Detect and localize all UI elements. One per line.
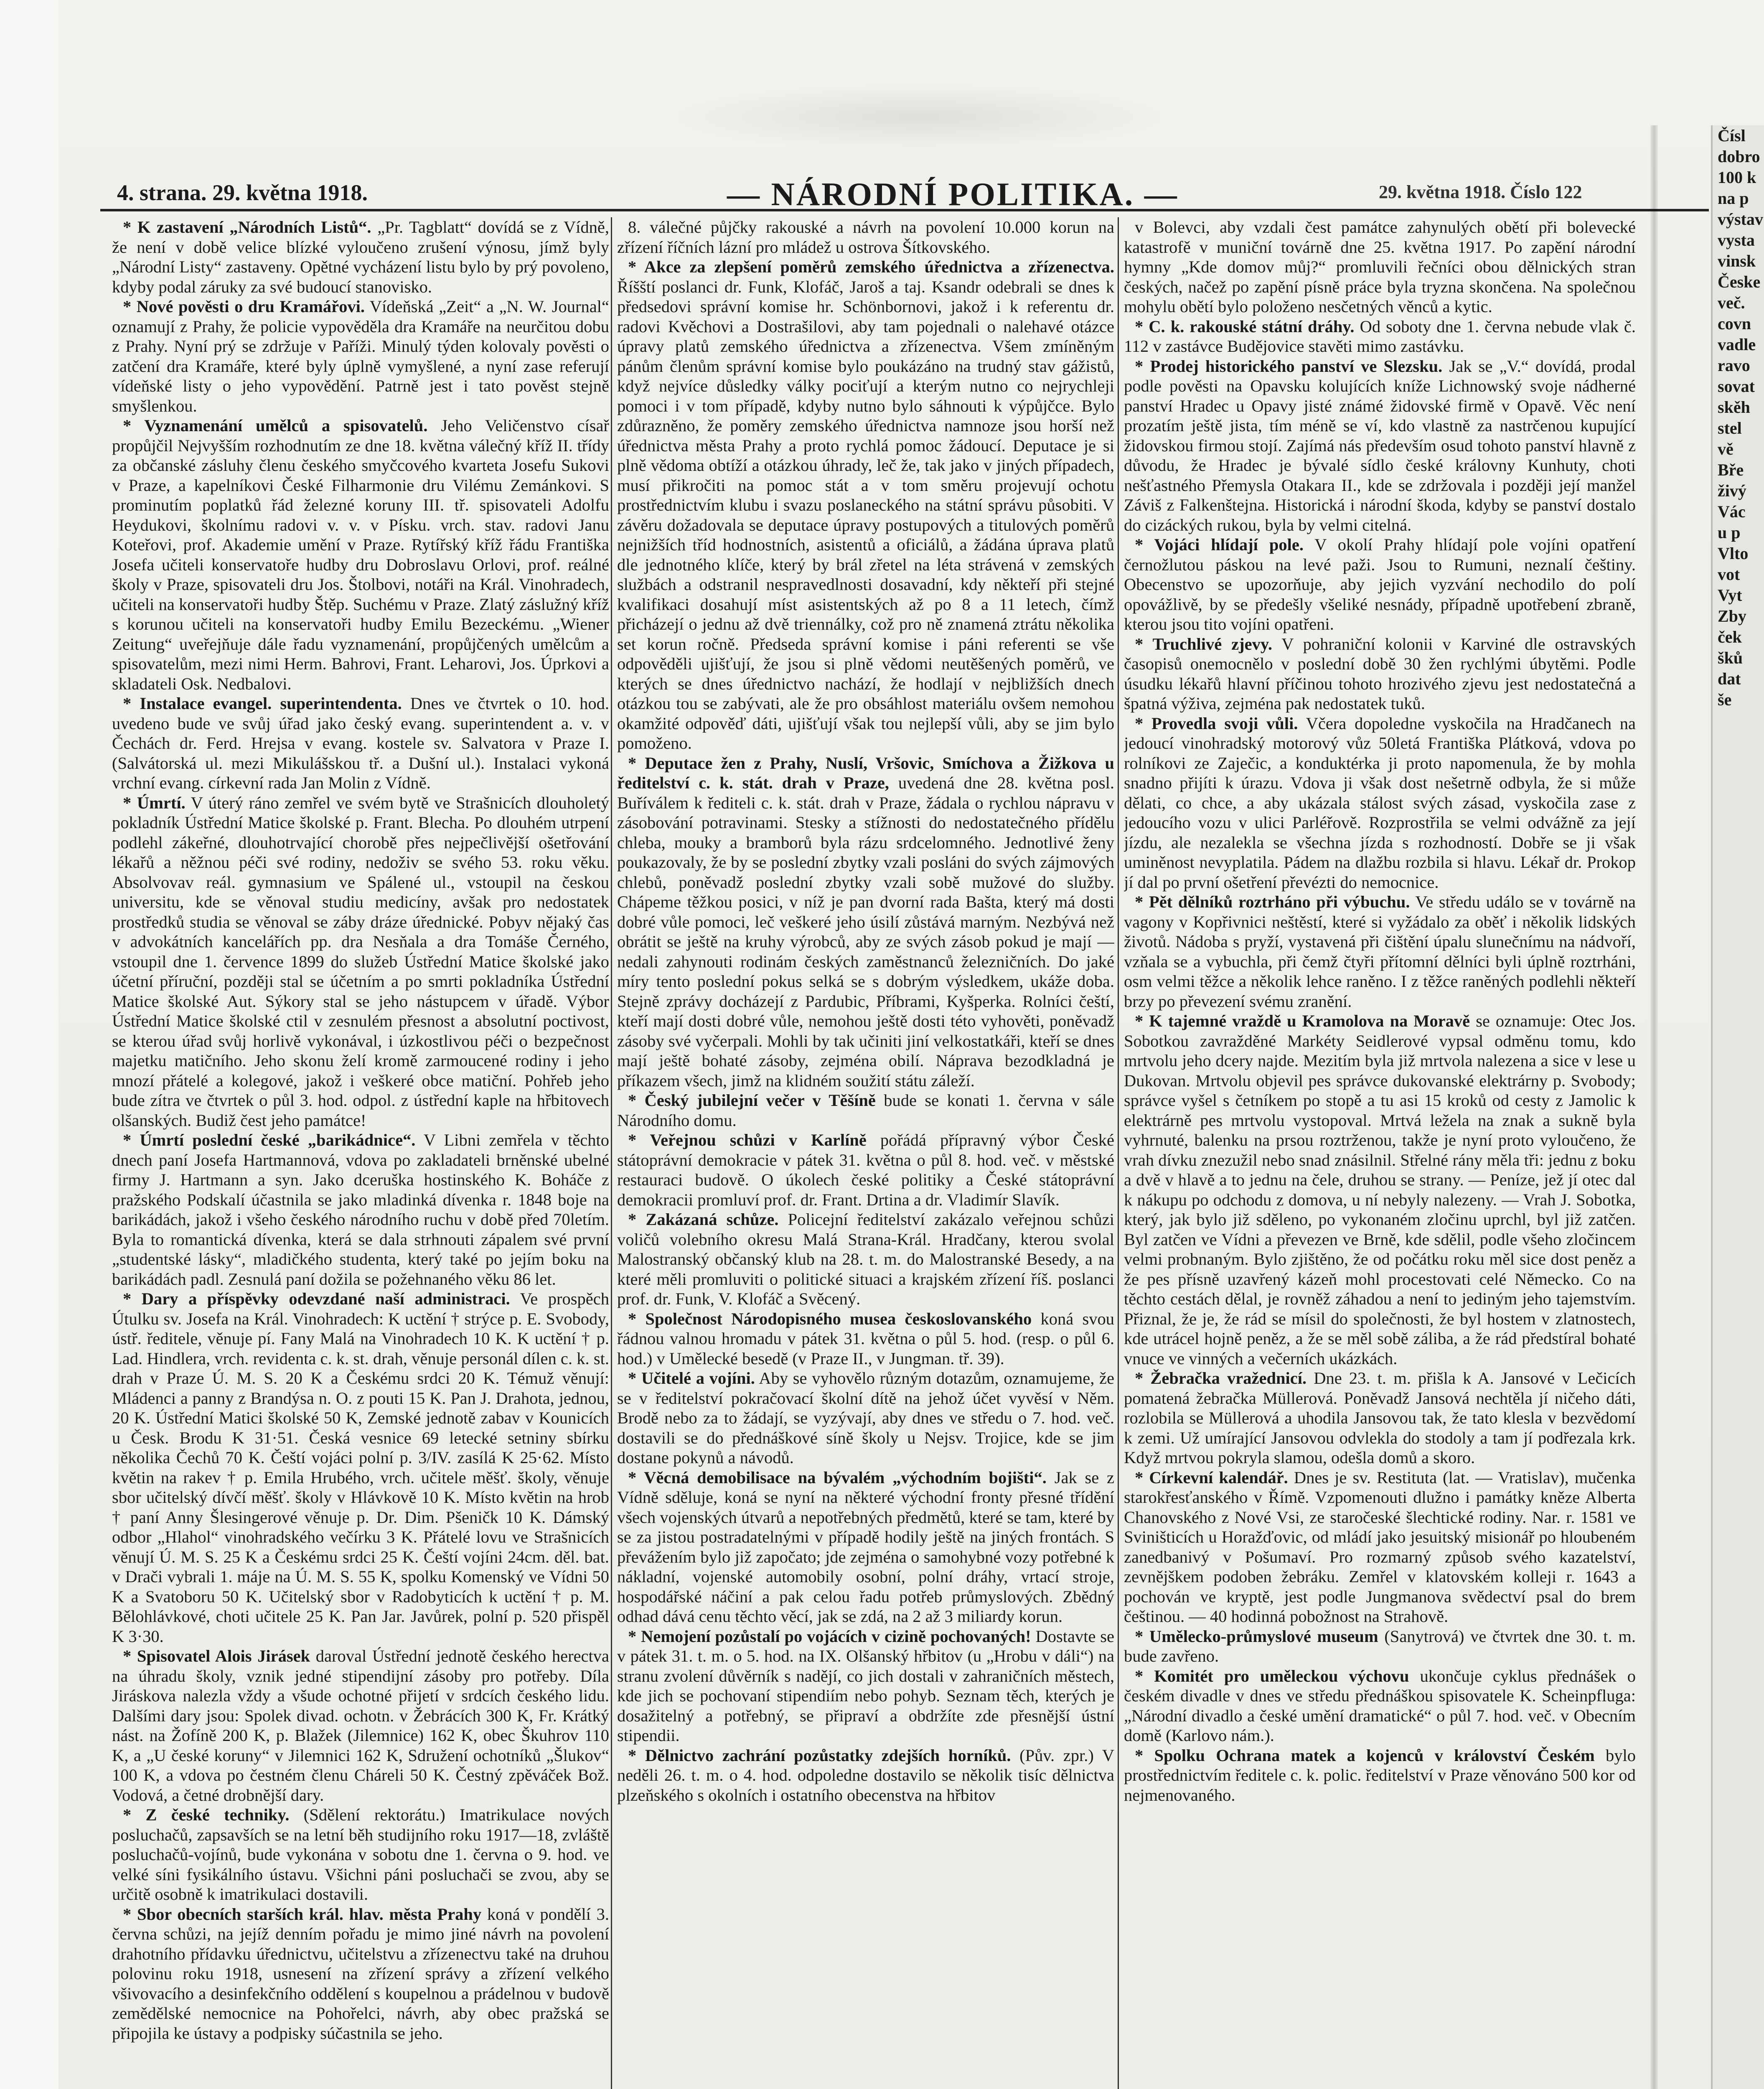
- article-headline: * Spolku Ochrana matek a kojenců v království Českém: [1135, 1746, 1595, 1765]
- adjacent-page-fragment: šků: [1718, 648, 1743, 667]
- article-text: koná svou řádnou valnou hromadu v pátek 31. května o půl 5. hod. (resp. o půl 6. hod.) v Umělecké besedě (v Praze II., v Jungman. tř. 39).: [617, 1309, 1114, 1368]
- article-text: bylo prostřednictvím ředitele c. k. polic. ředitelství v Praze věnováno 500 kor od nejmenovaného.: [1124, 1746, 1636, 1804]
- article-paragraph: [112, 1646, 609, 1805]
- article-text: Policejní ředitelství zakázalo veřejnou schůzi voličů volebního okresu Malá Strana-Král. Hradčany, kterou svolal Malostranský občanský klub na 28. t. m. do Malostranské Besedy, a na které měli promluviti o politické situaci a krajském zřízení říš. poslanci prof. dr. Funk, V. Klofáč a Svěcený.: [617, 1210, 1114, 1308]
- article-column-2: [617, 217, 1114, 2089]
- adjacent-page-fragment: ček: [1718, 628, 1742, 646]
- article-text: Dne 23. t. m. přišla k A. Jansové v Lečicích pomatená žebračka Müllerová. Poněvadž Jansová nechtěla jí ničeho dáti, rozlobila se Müllerová a uhodila Jansovou tak, že tato klesla v bezvědomí k zemi. Už umírající Jansovou odvlekla do stodoly a tam jí podřezala krk. Když mrtvou pokryla slamou, odešla domů a skoro.: [1124, 1369, 1636, 1467]
- article-text: bude se konati 1. června v sále Národního domu.: [617, 1091, 1114, 1130]
- article-paragraph: [1124, 892, 1636, 1011]
- article-paragraph: [112, 793, 609, 1131]
- adjacent-page-fragment: sovat: [1718, 377, 1755, 396]
- article-paragraph: [1124, 1011, 1636, 1368]
- article-paragraph: [112, 1904, 609, 2043]
- article-headline: * Komitét pro uměleckou výchovu: [1135, 1666, 1409, 1685]
- article-headline: * Vyznamenání umělců a spisovatelů.: [123, 416, 428, 435]
- article-headline: * Umělecko-průmyslové museum: [1135, 1626, 1378, 1646]
- article-paragraph: [617, 1309, 1114, 1369]
- adjacent-page-fragment: vysta: [1718, 231, 1755, 249]
- adjacent-page-fragment: skěh: [1718, 398, 1750, 417]
- article-headline: * Nové pověsti o dru Kramářovi.: [123, 297, 365, 316]
- adjacent-page-fragment: Vác: [1718, 502, 1746, 521]
- adjacent-page-fragment: dat: [1718, 669, 1741, 688]
- article-headline: * Vojáci hlídají pole.: [1135, 535, 1304, 554]
- article-text: Jeho Veličenstvo císař propůjčil Nejvyšším rozhodnutím ze dne 18. května válečný kříž II. třídy za občanské zásluhy členu českého smyčcového kvarteta Josefu Sukovi v Praze, a kapelníkovi České Filharmonie dru Vilému Zemánkovi. S prominutím poplatků řád železné koruny III. tř. spisovateli Adolfu Heydukovi, školnímu radovi v. v. v Písku. vrch. stav. radovi Janu Koteřovi, prof. Akademie umění v Praze. Rytířský kříž řádu Františka Josefa učiteli konservatoře hudby dru Dobroslavu Orlovi, prof. reálné školy v Praze, spisovateli dru Jos. Štolbovi, notáři na Král. Vinohradech, učiteli na konservatoři hudby Štěp. Suchému v Praze. Zlatý záslužný kříž s korunou učiteli na konservatoři hudby Emilu Bezeckému. „Wiener Zeitung“ uveřejňuje dále řadu vyznamenání, propůjčených umělcům a spisovatelům, mezi nimi Herm. Bahrovi, Frant. Leharovi, Jos. Úprkovi a skladateli Osk. Nedbalovi.: [112, 416, 609, 693]
- article-paragraph: [1124, 317, 1636, 356]
- article-text: se oznamuje: Otec Jos. Sobotkou zavražděné Markéty Seidlerové vypsal odměnu tomu, kdo mrtvolu jeho dcery najde. Mezitím byla již mrtvola nalezena a sice v lese u Dukovan. Mrtvolu objevil pes správce dukovanské elektrárny p. Svobody; správce vyšel s četníkem po stopě a tu asi 15 kroků od cesty z Jamolic k elektrárně pes mrtvolu vystopoval. Mrtvá ležela na znak a sukně byla vyhrnuté, balenku na prsou roztrženou, takže je nyní proto vyloučeno, že vrah dívku znezužil nebo snad znásilnil. Střelné rány měla tři: jednu z boku a dvě v hlavě a to jednu na čele, druhou se strany. — Peníze, jež jí otec dal k nákupu po odchodu z domova, u ní nebyly nalezeny. — Vrah J. Sobotka, který, jak bylo již sděleno, po vykonaném zločinu uprchl, byl již zatčen. Byl zatčen ve Vídni a převezen ve Brně, kde sdělil, podle všeho zločincem velmi probnaným. Bylo zjištěno, že od počátku roku měl sice dost peněz a že pes přísně uzavřený kázeň mohl procestovati celé Německo. Co na těchto cestách dělal, je rovněž záhadou a není to jediným jeho tajemstvím. Přiznal, že je, že rád se mísil do společnosti, že byl hostem v zlatnostech, kde utrácel hojně peněz, a že se měl sobě záliba, a že rád předstíral bohaté vnuce ve vinných a večerních ukázkách.: [1124, 1011, 1636, 1368]
- adjacent-page-fragment: vinsk: [1718, 252, 1756, 270]
- article-text: v Bolevci, aby vzdali čest památce zahynulých obětí při bolevecké katastrofě v muniční továrně dne 25. května 1917. Po zapění národní hymny „Kde domov můj?“ promluvili řečníci obou dělnických stran českých, načež po zapění písně práce byla tryzna skončena. Na společnou mohylu obětí bylo položeno nesčetných věnců a kytic.: [1124, 218, 1636, 316]
- article-text: „Pr. Tagblatt“ dovídá se z Vídně, že není v době velice blízké vyloučeno zrušení výnosu, jímž byly „Národní Listy“ zastaveny. Opětné vycházení listu bylo by prý povoleno, kdyby podal záruky za své budoucí stanovisko.: [112, 218, 609, 296]
- article-text: pořádá přípravný výbor České státoprávní demokracie v pátek 31. května o půl 8. hod. več. v městské restauraci budově. O úkolech české politiky a České státoprávní demokracii promluví prof. dr. Frant. Drtina a dr. Vladimír Slavík.: [617, 1131, 1114, 1209]
- adjacent-page-fragment: Vlto: [1718, 544, 1749, 563]
- article-paragraph: [617, 1090, 1114, 1130]
- article-headline: * Provedla svoji vůli.: [1135, 714, 1298, 733]
- page-fold: [1650, 125, 1658, 2089]
- article-paragraph: [617, 1130, 1114, 1210]
- column-rule: [611, 217, 612, 2089]
- article-paragraph: [617, 753, 1114, 1091]
- header-next-page: 29. května 1918. Číslo 122: [1379, 182, 1582, 202]
- article-headline: * Veřejnou schůzi v Karlíně: [628, 1131, 867, 1149]
- article-headline: * Český jubilejní večer v Těšíně: [628, 1091, 876, 1110]
- article-paragraph: [1124, 1666, 1636, 1746]
- article-headline: * Společnost Národopisného musea českoslovanského: [628, 1309, 1032, 1328]
- article-headline: * Věcná demobilisace na bývalém „východním bojišti“.: [628, 1468, 1047, 1487]
- adjacent-page-fragment: še: [1718, 690, 1732, 709]
- article-headline: * Nemojení pozůstalí po vojácích v cizině pochovaných!: [628, 1626, 1031, 1646]
- article-headline: * K tajemné vraždě u Kramolova na Moravě: [1135, 1011, 1470, 1030]
- article-headline: * Dary a příspěvky odevzdané naší administraci.: [123, 1289, 510, 1308]
- article-headline: * Spisovatel Alois Jirásek: [123, 1647, 310, 1665]
- article-paragraph: [1124, 1746, 1636, 1805]
- article-text: Vídeňská „Zeit“ a „N. W. Journal“ oznamují z Prahy, že policie vypověděla dra Kramáře na neurčitou dobu z Prahy. Nyní prý se zdržuje v Paříži. Minulý týden kolovaly pověsti o zatčení dra Kramáře, které byly úplně vymyšlené, a nyní zase referují vídeňské listy o jeho vypovědění. Patrně jest i tato pověst stejně smyšlenkou.: [112, 297, 609, 415]
- article-paragraph: [617, 1468, 1114, 1626]
- article-paragraph: [112, 416, 609, 694]
- article-text: (Sanytrová) ve čtvrtek dne 30. t. m. bude zavřeno.: [1124, 1626, 1636, 1665]
- article-headline: * Úmrtí.: [123, 793, 186, 812]
- page-header: [100, 175, 1709, 211]
- article-paragraph: [112, 1805, 609, 1904]
- article-text: daroval Ústřední jednotě českého herectva na úhradu školy, vznik jedné stipendijní zásoby pro potřeby. Díla Jiráskova nalezla vždy a všude ochotné přijetí v srdcích českého lidu. Dalšími dary jsou: Spolek divad. ochotn. v Žebrácích 300 K, Fr. Krátký nást. na Žofíně 200 K, p. Blažek (Jilemnice) 162 K, obec Škuhrov 110 K, a „U české koruny“ v Jilemnici 162 K, Sdružení ochotníků „Šlukov“ 100 K, a vdova po čestném členu Cháreli 50 K. Čestný zpěváček Bož. Vodová, a četné drobnější dary.: [112, 1647, 609, 1804]
- article-headline: * K zastavení „Národních Listů“.: [123, 218, 371, 236]
- article-text: Jak se z Vídně sděluje, koná se nyní na některé východní fronty přesné třídění všech vojenských útvarů a nepotřebných předmětů, které se tam, které by se za jistou postradatelnými v případě hodily ještě na jiných frontách. S převážením bylo již započato; jde zejména o samohybné vozy potřebné k nákladní, vojenské automobily osobní, polní dráhy, vrtací stroje, hospodářské náčiní a pak celou řadu potřeb průmyslových. Zbědný odhad dává cenu těchto věcí, jak se zdá, na 2 až 3 miliardy korun.: [617, 1468, 1114, 1626]
- article-paragraph: [112, 1130, 609, 1289]
- article-paragraph: [112, 694, 609, 793]
- article-headline: * Církevní kalendář.: [1135, 1468, 1288, 1487]
- article-headline: * Instalace evangel. superintendenta.: [123, 694, 402, 713]
- masthead-title: — NÁRODNÍ POLITIKA. —: [727, 176, 1179, 212]
- adjacent-page-fragment: u p: [1718, 523, 1741, 542]
- article-text: Dnes ve čtvrtek o 10. hod. uvedeno bude ve svůj úřad jako český evang. superintendent a. v. v Čechách dr. Ferd. Hrejsa v evang. kostele sv. Salvatora v Praze I. (Salvátorská ul. mezi Mikulášskou tř. a Dušní ul.). Instalaci vykoná vrchní evang. církevní rada Jan Molin z Vídně.: [112, 694, 609, 792]
- article-paragraph: [112, 297, 609, 416]
- article-text: V úterý ráno zemřel ve svém bytě ve Strašnicích dlouholetý pokladník Ústřední Matice školské p. Frant. Blecha. Po dlouhém utrpení podlehl zákeřné, dlouhotrvající chorobě přes nejpečlivější ošetřování lékařů a něžnou péči své rodiny, nedoživ se svého 53. roku věku. Absolvovav reál. gymnasium ve Spálené ul., vstoupil na českou universitu, kde se věnoval studiu medicíny, avšak pro nedostatek prostředků studia se věnoval se záby dráze úřednické. Pobyv nějaký čas v advokátních kancelářích pp. dra Nesňala a dra Tomáše Černého, vstoupil dne 1. července 1899 do služeb Ústřední Matice školské jako účetní příruční, později stal se účetním a po smrti pokladníka Ústřední Matice školské Aut. Sýkory stal se jeho nástupcem v úřadě. Výbor Ústřední Matice školské ctil v zesnulém přesnost a absolutní poctivost, se kterou úřad svůj horlivě vykonával, i úzkostlivou péči o bezpečnost majetku matičního. Jeho skonu želí kromě zarmoucené rodiny i jeho mnozí přátelé a kolegové, jakož i veškeré obce matiční. Pohřeb jeho bude zítra ve čtvrtek o půl 3. hod. odpol. z ústřední kaple na hřbitovech olšanských. Budiž čest jeho památce!: [112, 793, 609, 1130]
- article-text: Od soboty dne 1. června nebude vlak č. 112 v zastávce Budějovice stavěti mimo zastávku.: [1124, 317, 1636, 356]
- article-text: Jak se „V.“ dovídá, prodal podle pověsti na Opavsku kolujících kníže Lichnowský svoje nádherné panství Hradec u Opavy jisté známé židovské firmě v Opavě. Věc není prozatím ještě jista, tím méně se ví, kdo vlastně za nastrčenou kupující židovskou firmou stojí. Zajímá nás především osud tohoto panství hlavně z důvodu, že Hradec je bývalé sídlo české královny Kunhuty, choti nešťastného Přemysla Otakara II., kde se zdržovala i později její manžel Záviš z Falkenštejna. Historická i národní škoda, kdyby se panství dostalo do cizáckých rukou, byla by velmi citelná.: [1124, 356, 1636, 534]
- article-headline: * Truchlivé zjevy.: [1135, 634, 1272, 653]
- article-text: Ve středu událo se v továrně na vagony v Kopřivnici neštěstí, které si vyžádalo za oběť i několik lidských životů. Nádoba s pryží, vystavená při čištění úpalu slunečnímu na nádvoří, vzňala se a vybuchla, při čemž čtyři přítomní dělníci byli úplně roztrháni, osm velmi těžce a několik lehce raněno. I z těžce raněných podlehli někteří brzy po převezení svému zranění.: [1124, 892, 1636, 1011]
- article-headline: * Deputace žen z Prahy, Nuslí, Vršovic, Smíchova a Žižkova u ředitelství c. k. stát. drah v Praze,: [617, 753, 1114, 792]
- adjacent-page-fragment: vě: [1718, 440, 1733, 458]
- article-headline: * Žebračka vražednicí.: [1135, 1369, 1307, 1388]
- article-paragraph: [1124, 356, 1636, 535]
- article-paragraph: [1124, 217, 1636, 317]
- article-headline: * Učitelé a vojíni.: [628, 1369, 755, 1388]
- article-paragraph: [1124, 714, 1636, 892]
- article-paragraph: [617, 257, 1114, 753]
- adjacent-page-fragment: Čísl: [1718, 126, 1746, 145]
- article-text: V pohraniční kolonii v Karviné dle ostravských časopisů onemocnělo v poslední době 30 žen rychlými úbytěmi. Podle úsudku lékařů hlavní příčinou tohoto hrozivého zjevu jest nedostatečná a špatná výživa, zejména pak nedostatek tuků.: [1124, 634, 1636, 713]
- article-text: (Sdělení rektorátu.) Imatrikulace nových posluchačů, zapsavších se na letní běh studijního roku 1917—18, zvláště posluchačů-vojínů, bude vykonána v sobotu dne 1. června o 9. hod. ve velké síni fysikálního ústavu. Všichni páni posluchači se zvou, aby se určitě osobně k imatrikulaci dostavili.: [112, 1805, 609, 1903]
- article-paragraph: [617, 1746, 1114, 1805]
- article-paragraph: [617, 1210, 1114, 1309]
- article-text: Včera dopoledne vyskočila na Hradčanech na jedoucí vinohradský motorový vůz 50letá Františka Plátková, vdova po rolníkovi ze Zaječic, a konduktérka ji proto napomenula, že by mohla snadno přijíti k úrazu. Vdova ji však dost nešetrně odbyla, že si může dělati, co chce, a aby ukázala stálost svých zásad, vyskočila zase z jedoucího vozu v ulici Parléřově. Rozprostřila se velmi odvážně za její jízdu, ale nezalekla se všechna jízda s rozhodností. Dobře se ji však uminěnost nevyplatila. Pádem na dlažbu rozbila si hlavu. Lékař dr. Prokop jí dal po první ošetření převézti do nemocnice.: [1124, 714, 1636, 892]
- adjacent-page-fragment: covn: [1718, 314, 1751, 333]
- article-text: 8. válečné půjčky rakouské a návrh na povolení 10.000 korun na zřízení říčních lázní pro mládež u ostrova Šítkovského.: [617, 218, 1114, 257]
- adjacent-page-fragment: ravo: [1718, 356, 1750, 375]
- adjacent-page-strip: [1711, 125, 1764, 2089]
- article-text: uvedená dne 28. května posl. Buříválem k řediteli c. k. stát. drah v Praze, žádala o rychlou nápravu v zásobování potravinami. Stesky a stížnosti do nedostatečného přídělu chleba, mouky a bramborů byla rázu srdcelomného. Jednotlivé ženy poukazovaly, že by se poslední zbytky vzali posláni do svých zájmových chlebů, poněvadž poslední zbytky vzali sobě mužové do služby. Chápeme těžkou posici, v níž je pan dvorní rada Bašta, který má dosti dobré vůle pomoci, leč veškeré jeho úsilí zůstává marným. Nezbývá než obrátit se ještě na kruhy výrobců, aby ze svých zásob pokud je mají — nedali zahynouti rodinám českých zaměstnanců železničních. Do jaké míry tento poslední pokus selká se s dobrým výsledkem, ukáže doba. Stejně zprávy docházejí z Pardubic, Příbrami, Kyšperka. Rolníci čeští, kteří mají dosti dobré vůle, nemohou ještě dosti této vyhověti, poněvadž zásoby své vyčerpali. Mohli by tak učiniti jiní velkostatkáři, kteří se dnes mají ještě bohaté zásoby, zejména obilí. Náprava bezodkladná je příkazem všech, jimž na klidném soužití státu záleží.: [617, 773, 1114, 1090]
- paper-smudge: [668, 84, 1170, 150]
- article-headline: * Z české techniky.: [123, 1805, 290, 1824]
- adjacent-page-fragment: na p: [1718, 189, 1749, 208]
- adjacent-page-fragment: več.: [1718, 293, 1745, 312]
- article-paragraph: [1124, 1368, 1636, 1468]
- adjacent-page-fragment: vot: [1718, 565, 1740, 584]
- column-rule: [1118, 217, 1119, 2089]
- article-paragraph: [112, 1289, 609, 1646]
- article-headline: * Sbor obecních starších král. hlav. města Prahy: [123, 1904, 482, 1924]
- article-paragraph: [617, 1626, 1114, 1746]
- article-text: Říšští poslanci dr. Funk, Klofáč, Jaroš a taj. Ksandr odebrali se dnes k předsedovi správní komise hr. Schönbornovi, jakož i k referentu dr. radovi Kvěchovi a Dostrašilovi, aby tam pojednali o nalehavé otázce úpravy platů zemského úřednictva a zřízenectva. Všem zmíněným pánům členům správní komise bylo poukázáno na trudný stav gážistů, když nejvíce důsledky války pociťují a kterým nutno co nejrychleji pomoci i v tom případě, kdyby nutno bylo sáhnouti k výpůjčce. Bylo zdůrazněno, že poměry zemského úřednictva namnoze jsou horší než úřednictva města Prahy a proto rychlá pomoc žádoucí. Deputace je si plně vědoma obtíží a otázkou úhrady, leč že, tak jako v jiných případech, musí přikročiti na pomoc stát a v tom směru projevují ochotu prostřednictvím klubu i svazu poslaneckého na státní správu působiti. V závěru dožadovala se deputace úpravy postupových a titulových poměrů nejnižších tříd hodnostních, asistentů a oficiálů, a žádána úprava platů dle jednotného klíče, který by brál zřetel na léta strávená v zemských službách a odstranil nespravedlnosti dosavadní, kdy někteří při stejné kvalifikaci dosahují míst asistentských až po 8 a 11 letech, čímž přicházejí o jednu až dvě triennálky, což pro ně znamená ztrátu několika set korun ročně. Předseda správní komise i páni referenti se vše odpověděli ujišťují, že jsou si plně vědomi neutěšených poměrů, ve kterých se dnes úřednictvo nachází, že hodlají v nejbližších dnech otázkou tou se zabývati, ale že pro obsáhlost materiálu ovšem nemohou okamžité odpověď dáti, ujišťují však tou nejlepší vůli, aby se jim bylo pomoženo.: [617, 277, 1114, 752]
- article-text: Dnes je sv. Restituta (lat. — Vratislav), mučenka starokřesťanského v Římě. Vzpomenouti dlužno i památky kněze Alberta Chanovského z Nové Vsi, ze staročeské šlechtické rodiny. Nar. r. 1581 ve Sviništicích u Horažďovic, od mládí jako jesuitský misionář po hloubeném zanedbanivý v Pošumaví. Pro rozmarný způsob svého kazatelství, zevnějškem podoben žebráku. Zemřel v klatovském kolleji r. 1643 a pochován ve kryptě, jest podle Jungmanova svědectví psal do brem češtinou. — 40 hodinná pobožnost na Strahově.: [1124, 1468, 1636, 1626]
- adjacent-page-fragment: dobro: [1718, 147, 1760, 166]
- article-text: Dostavte se v pátek 31. t. m. o 5. hod. na IX. Olšanský hřbitov (u „Hrobu v dáli“) na stranu zvolení důvěrník s nadějí, co jich dostali v zahraničních městech, kde jich se pochovaní stipendiím nebo pohyb. Seznam těch, kterých je dosažitelný a potřebný, se připraví a obdržíte zde přesnější ústní stipendii.: [617, 1626, 1114, 1745]
- adjacent-page-fragment: výstav: [1718, 210, 1763, 229]
- article-headline: * Dělnictvo zachrání pozůstatky zdejších horníků.: [628, 1746, 1011, 1765]
- adjacent-page-fragment: Zby: [1718, 607, 1746, 625]
- article-text: V okolí Prahy hlídají pole vojíni opatření černožlutou páskou na levé paži. Jsou to Rumuni, neznalí češtiny. Obecenstvo se upozorňuje, aby jejich vyzvání nechodilo do polí opovážlivě, by se předešly všeliké nesnády, případně upotřebení zbraně, kterou jsou tito vojíni opatřeni.: [1124, 535, 1636, 633]
- page-margin: [0, 0, 58, 2089]
- adjacent-page-fragment: živý: [1718, 481, 1746, 500]
- article-text: koná v pondělí 3. června schůzi, na jejíž denním pořadu je mimo jiné návrh na povolení drahotního přídavku úřednictvu, učitelstvu a zřízenectvu také na druhou polovinu roku 1918, usnesení na zřízení správy a zřízení velkého všivovacího a desinfekčního oddělení s koupelnou a prádelnou v budově zemědělské nemocnice na Pohořelci, návrh, aby obec pražská se připojila ke ústavy a podpisky súčastnila se jeho.: [112, 1904, 609, 2043]
- article-column-1: [112, 217, 609, 2089]
- article-headline: * C. k. rakouské státní dráhy.: [1135, 317, 1355, 336]
- article-text: (Pův. zpr.) V neděli 26. t. m. o 4. hod. odpoledne dostavilo se několik tisíc dělnictva plzeňského s okolních i ostatního obecenstva na hřbitov: [617, 1746, 1114, 1804]
- article-paragraph: [617, 217, 1114, 257]
- article-headline: * Úmrtí poslední české „barikádnice“.: [123, 1131, 416, 1149]
- article-text: ukončuje cyklus přednášek o českém divadle v dnes ve středu přednáškou spisovatele K. Scheinpfluga: „Národní divadlo a české umění dramatické“ o půl 7. hod. več. v Obecním domě (Karlovo nám.).: [1124, 1666, 1636, 1745]
- header-date: 4. strana. 29. května 1918.: [117, 180, 368, 205]
- adjacent-page-fragment: stel: [1718, 419, 1742, 437]
- adjacent-page-fragment: Bře: [1718, 460, 1744, 479]
- article-headline: * Pět dělníků roztrháno při výbuchu.: [1135, 892, 1410, 911]
- article-headline: * Prodej historického panství ve Slezsku.: [1135, 356, 1443, 376]
- article-text: Aby se vyhovělo různým dotazům, oznamujeme, že se v ředitelství pokračovací školní dítě na jehož účet vyvěsí v Něm. Brodě nebo za to žádají, se vyzývají, aby dnes ve středu o 7. hod. več. dostavili se do přednáškové síně školy u Nejsv. Trojice, kde se jim dostane pokynů a návodů.: [617, 1369, 1114, 1467]
- article-paragraph: [617, 1368, 1114, 1468]
- article-column-3: [1124, 217, 1636, 2089]
- article-paragraph: [1124, 535, 1636, 634]
- article-paragraph: [1124, 1626, 1636, 1666]
- article-text: V Libni zemřela v těchto dnech paní Josefa Hartmannová, vdova po zakladateli brněnské ubelné firmy J. Hartmann a syn. Jako dceruška hostinského K. Boháče z pražského Podskalí účastnila se jako mladinká dívenka r. 1848 boje na barikádách, jakož i všeho českého národního ruchu v době před 70letím. Byla to romantická dívenka, která se dala strhnouti zápalem své první „studentské lásky“, mladičkého studenta, který také po jejím boku na barikádách padl. Zesnulá paní dožila se požehnaného věku 86 let.: [112, 1131, 609, 1288]
- article-headline: * Zakázaná schůze.: [628, 1210, 779, 1229]
- article-paragraph: [112, 217, 609, 297]
- adjacent-page-fragment: 100 k: [1718, 168, 1756, 187]
- adjacent-page-fragment: Česke: [1718, 272, 1761, 291]
- adjacent-page-fragment: vadle: [1718, 335, 1756, 354]
- article-paragraph: [1124, 634, 1636, 714]
- article-headline: * Akce za zlepšení poměrů zemského úřednictva a zřízenectva.: [628, 257, 1114, 276]
- adjacent-page-fragment: Vyt: [1718, 586, 1742, 605]
- article-text: Ve prospěch Útulku sv. Josefa na Král. Vinohradech: K uctění † strýce p. E. Svobody, ústř. ředitele, věnuje pí. Fany Malá na Vinohradech 10 K. K uctění † p. Lad. Hindlera, vrch. revidenta c. k. st. drah, věnuje personál dílen c. k. st. drah v Praze Ú. M. S. 20 K a Českému srdci 20 K. Témuž věnují: Mládenci a panny z Brandýsa n. O. z pouti 15 K. Pan J. Drahota, jednou, 20 K. Ústřední Matici školské 50 K, Zemské jednotě zabav v Kounicích u Česk. Brodu K 31·51. Česká vesnice 69 letecké setniny sbírku několika Čechů 70 K. Čeští vojáci polní p. 3/IV. zasílá K 25·62. Místo květin na rakev † p. Emila Hrubého, vrch. učitele měšť. školy, věnuje sbor učitelský dívčí měšť. školy v Hlávkově 10 K. Místo květin na hrob † paní Anny Šlesingerové věnuje p. Dr. Dim. Pšeničk 10 K. Dámský odbor „Hlahol“ vinohradského večírku 3 K. Přátelé lovu ve Strašnicích věnují Ú. M. S. 25 K a Českému srdci 25 K. Čeští vojíni 24cm. děl. bat. v Drači vybrali 1. máje na Ú. M. S. 55 K, spolku Komenský ve Vídni 50 K a Svatoboru 50 K. Učitelský sbor v Radobyticích k uctění † p. M. Bělohlávkové, choti učitele 25 K. Pan Jar. Javůrek, polní p. 520 přispěl K 3·30.: [112, 1289, 609, 1646]
- article-paragraph: [1124, 1468, 1636, 1626]
